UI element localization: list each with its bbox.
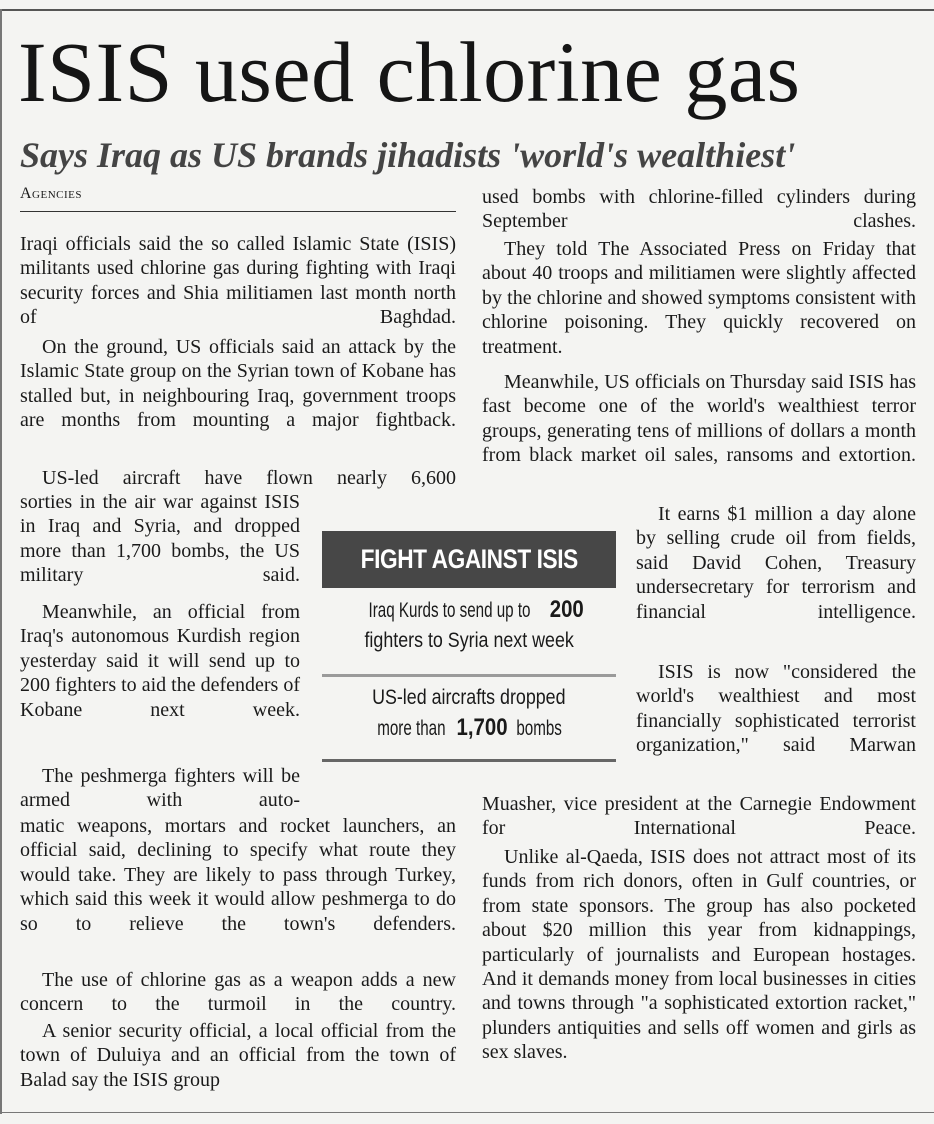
right-paragraph-6: Unlike al-Qaeda, ISIS does not attract most of its funds from rich donors, often in Gulf countries, or from state sponsors. The group has also pocketed about $20 million this year from kidnappings, particularly of journalists and European hostages. And it demands money from local businesses in cities and towns through "a sophisticated extortion racket," plunders antiquities and sells off women and girls as sex slaves. bbox=[482, 846, 916, 1064]
left-paragraph-5-cont: matic weapons, mortars and rocket launchers, an official said, declining to specify what route they would take. They are likely to pass through Turkey, which said this week it would allow peshmerga to do so to relieve the town's defenders. bbox=[20, 815, 456, 935]
right-paragraph-3: Meanwhile, US officials on Thursday said ISIS has fast become one of the world's wealthiest terror groups, generating tens of millions of dollars a month from black market oil sales, ransoms and extortion. bbox=[482, 371, 916, 467]
right-paragraph-2: They told The Associated Press on Friday that about 40 troops and militiamen were slightly affected by the chlorine and showed symptoms consistent with chlorine poisoning. They quickly recovered on treatment. bbox=[482, 238, 916, 358]
subheadline: Says Iraq as US brands jihadists 'world's wealthiest' bbox=[20, 135, 796, 175]
fact-box-number-1700: 1,700 bbox=[456, 714, 508, 741]
fact-box-title: FIGHT AGAINST ISIS bbox=[322, 531, 616, 588]
right-paragraph-4: It earns $1 million a day alone by selling crude oil from fields, said David Cohen, Treasury undersecretary for terrorism and financial intelligence. bbox=[636, 503, 916, 623]
fact-box-item-2: US-led aircrafts dropped more than 1,700 bombs bbox=[372, 686, 566, 741]
bottom-rule bbox=[0, 1112, 934, 1113]
left-paragraph-1: Iraqi officials said the so called Islamic State (ISIS) militants used chlorine gas during fighting with Iraqi security forces and Shia militiamen last month north of Baghdad. bbox=[20, 233, 456, 329]
left-paragraph-3-start: US-led aircraft have flown nearly 6,600 bbox=[42, 467, 456, 489]
left-paragraph-3-cont: sorties in the air war against ISIS in Iraq and Syria, and dropped more than 1,700 bombs, the US military said. bbox=[20, 491, 300, 587]
left-paragraph-6: The use of chlorine gas as a weapon adds a new concern to the turmoil in the country. bbox=[20, 969, 456, 1016]
headline: ISIS used chlorine gas bbox=[18, 24, 801, 120]
fact-box-number-200: 200 bbox=[549, 596, 584, 623]
byline-rule bbox=[20, 211, 456, 212]
left-rule bbox=[0, 9, 2, 1114]
fact-box bbox=[322, 531, 616, 763]
fact-box-bottom-rule bbox=[322, 759, 616, 762]
left-paragraph-7: A senior security official, a local official from the town of Duluiya and an official from the town of Balad say the ISIS group bbox=[20, 1020, 456, 1091]
left-paragraph-5-start: The peshmerga fighters will be armed with auto- bbox=[20, 765, 300, 812]
top-rule bbox=[0, 9, 934, 11]
fact-box-item-1: Iraq Kurds to send up to 200 fighters to Syria next week bbox=[364, 596, 584, 652]
left-paragraph-4: Meanwhile, an official from Iraq's autonomous Kurdish region yesterday said it will send up to 200 fighters to aid the defenders of Kobane next week. bbox=[20, 601, 300, 721]
right-paragraph-5-cont: Muasher, vice president at the Carnegie Endowment for International Peace. bbox=[482, 793, 916, 840]
left-paragraph-2: On the ground, US officials said an attack by the Islamic State group on the Syrian town of Kobane has stalled but, in neighbouring Iraq, government troops are months from mounting a major fightback. bbox=[20, 336, 456, 432]
right-paragraph-5-start: ISIS is now "considered the world's wealthiest and most financially sophisticated terrorist organization," said Marwan bbox=[636, 661, 916, 757]
byline: Agencies bbox=[20, 185, 82, 202]
right-paragraph-1: used bombs with chlorine-filled cylinders during September clashes. bbox=[482, 186, 916, 233]
fact-box-divider bbox=[322, 674, 616, 677]
